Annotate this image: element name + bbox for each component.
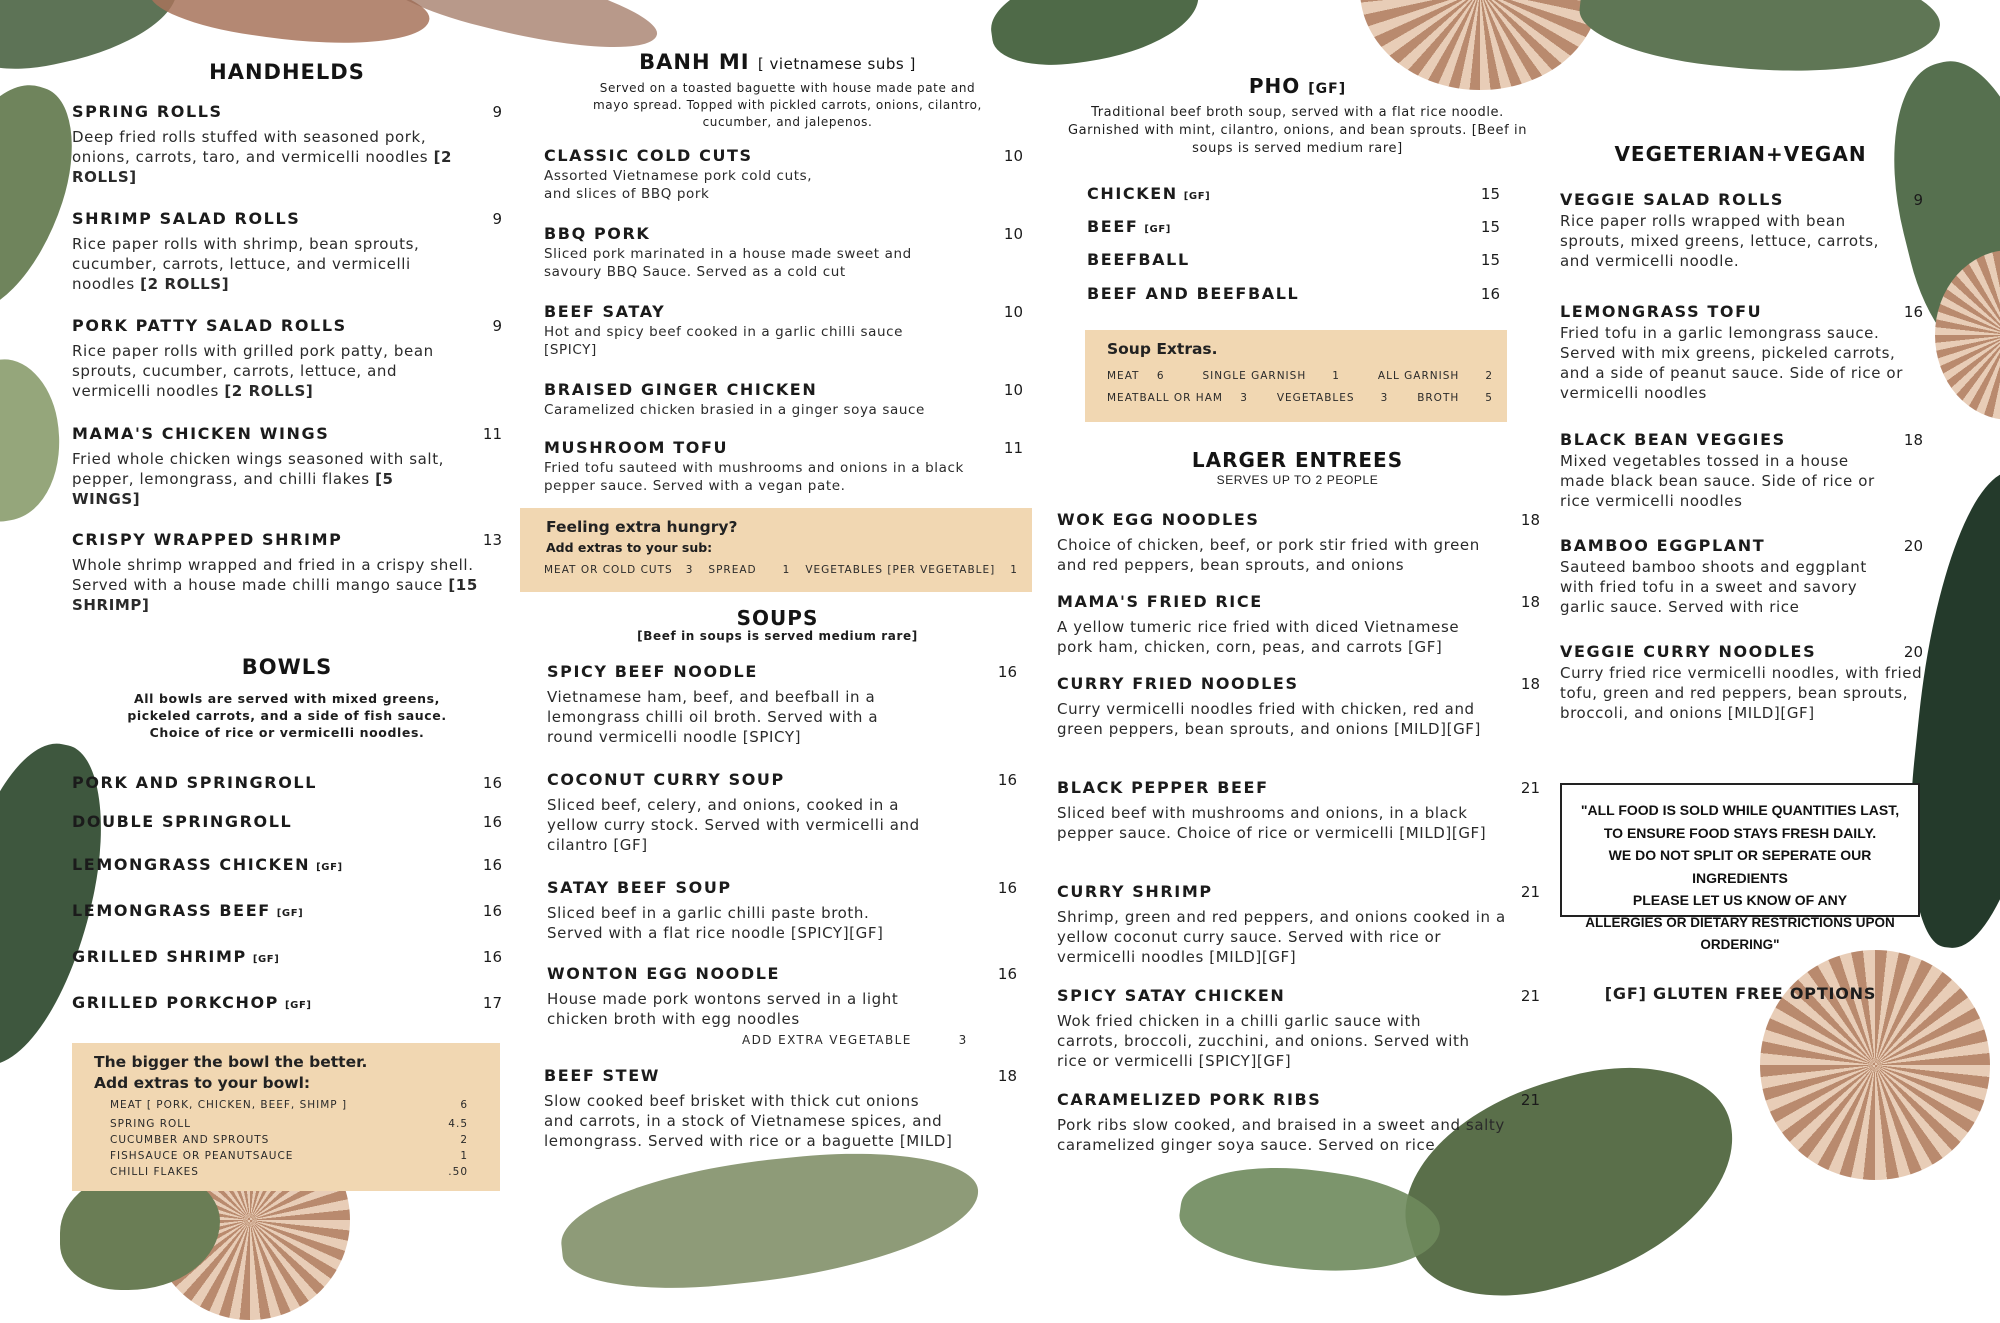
item-price: 16 (997, 879, 1017, 897)
item-description: Rice paper rolls wrapped with bean sprouts, mixed greens, lettuce, carrots, and vermicelli noodle. (1560, 212, 1879, 270)
section-title-larger-entrees: LARGER ENTREES (1191, 448, 1404, 472)
section-title-vegetarian: VEGETERIAN+VEGAN (1614, 142, 1867, 166)
menu-item (547, 878, 1017, 943)
banh-mi-subtitle: Served on a toasted baguette with house made pate and mayo spread. Topped with pickled carrots, onions, cilantro, cucumber, and jalepenos. (593, 81, 982, 129)
item-price: 18 (997, 1067, 1017, 1085)
section-title-soups: SOUPS (736, 606, 819, 630)
item-description: Sauteed bamboo shoots and eggplant with fried tofu in a sweet and savory garlic sauce. Served with rice (1560, 558, 1867, 616)
bowl-item (72, 947, 502, 966)
item-description: Assorted Vietnamese pork cold cuts, and slices of BBQ pork (544, 168, 813, 202)
menu-item (1057, 778, 1540, 843)
item-description: Shrimp, green and red peppers, and onions cooked in a yellow coconut curry sauce. Served with rice or vermicelli noodles [MILD][GF] (1057, 908, 1506, 966)
item-tag: [GF] (276, 908, 304, 919)
item-description: Fried whole chicken wings seasoned with salt, pepper, lemongrass, and chilli flakes [5 WINGS] (72, 450, 445, 508)
item-price: 16 (997, 771, 1017, 789)
menu-item (1560, 536, 1923, 617)
leaf-decoration-top-right (1575, 0, 1945, 89)
menu-item (72, 209, 502, 294)
menu-item (544, 380, 1023, 419)
item-description: House made pork wontons served in a light chicken broth with egg noodles (547, 990, 899, 1028)
menu-item (1057, 592, 1540, 657)
bowl-item (72, 773, 502, 792)
item-name: DOUBLE SPRINGROLL (72, 812, 293, 831)
item-name: CHICKEN (1087, 184, 1178, 203)
item-name: LEMONGRASS CHICKEN (72, 855, 311, 874)
item-price: 10 (1003, 147, 1023, 165)
item-price: 9 (492, 103, 502, 121)
item-price: 16 (482, 774, 502, 792)
menu-item (1057, 986, 1540, 1071)
leaf-decoration-top-left-2 (146, 0, 433, 59)
item-name: GRILLED PORKCHOP (72, 993, 279, 1012)
item-tag: [GF] (252, 954, 280, 965)
item-name: CLASSIC COLD CUTS (544, 146, 753, 165)
menu-item (1560, 190, 1923, 271)
item-name: COCONUT CURRY SOUP (547, 770, 785, 789)
bowl-item (72, 901, 502, 920)
item-price: 16 (1903, 303, 1923, 321)
item-description: Curry vermicelli noodles fried with chicken, red and green peppers, bean sprouts, and onions [MILD][GF] (1057, 700, 1481, 738)
item-price: 21 (1520, 779, 1540, 797)
item-price: 16 (997, 965, 1017, 983)
menu-item (72, 530, 502, 615)
item-tag: [GF] (316, 862, 343, 873)
item-description: Sliced beef in a garlic chilli paste broth. Served with a flat rice noodle [SPICY][GF] (547, 904, 884, 942)
item-name: BBQ PORK (544, 224, 651, 243)
item-name: BEEF SATAY (544, 302, 666, 321)
item-description: Hot and spicy beef cooked in a garlic chilli sauce [SPICY] (544, 324, 904, 358)
item-name: BEEF AND BEEFBALL (1087, 284, 1300, 303)
section-title-banh-mi: BANH MI [ vietnamese subs ] (639, 50, 916, 74)
item-price: 20 (1903, 537, 1923, 555)
menu-item (72, 316, 502, 401)
item-price: 10 (1003, 303, 1023, 321)
bowl-extras-subtitle: Add extras to your bowl: (94, 1074, 311, 1092)
notice-line: TO ENSURE FOOD STAYS FRESH DAILY. (1603, 824, 1877, 841)
bowls-subtitle: All bowls are served with mixed greens, pickeled carrots, and a side of fish sauce. Choice of rice or vermicelli noodles. (127, 691, 447, 740)
item-price: 9 (1913, 191, 1923, 209)
menu-item (1057, 510, 1540, 575)
section-title-bowls: BOWLS (241, 655, 333, 679)
menu-item (1560, 642, 1923, 723)
item-description: Sliced beef, celery, and onions, cooked in a yellow curry stock. Served with vermicelli and cilantro [GF] (547, 796, 920, 854)
item-price: 20 (1903, 643, 1923, 661)
column-banhmi-soups (520, 50, 1035, 1190)
menu-item (72, 102, 502, 187)
item-price: 18 (1520, 511, 1540, 529)
soup-extras-title: Soup Extras. (1107, 340, 1218, 358)
item-name: CRISPY WRAPPED SHRIMP (72, 530, 343, 549)
item-description: Fried tofu sauteed with mushrooms and onions in a black pepper sauce. Served with a vegan pate. (544, 460, 964, 494)
item-name: SATAY BEEF SOUP (547, 878, 732, 897)
column-handhelds-bowls (72, 60, 502, 1190)
menu-item (544, 224, 1023, 281)
item-price: 16 (482, 856, 502, 874)
item-description: Sliced pork marinated in a house made sweet and savoury BBQ Sauce. Served as a cold cut (544, 246, 912, 280)
sub-extras-box (520, 508, 1032, 592)
item-description: Sliced beef with mushrooms and onions, in a black pepper sauce. Choice of rice or vermicelli [MILD][GF] (1057, 804, 1487, 842)
item-price: 21 (1520, 883, 1540, 901)
extras-row: SPRING ROLL 4.5 (110, 1118, 468, 1130)
extras-row: MEAT [ PORK, CHICKEN, BEEF, SHIMP ] 6 (110, 1099, 468, 1111)
section-title-pho: PHO [GF] (1248, 74, 1347, 98)
item-name: SHRIMP SALAD ROLLS (72, 209, 301, 228)
item-description: Curry fried rice vermicelli noodles, with fried tofu, green and red peppers, bean sprouts, broccoli, and onions [MILD][GF] (1560, 664, 1923, 722)
menu-item (1057, 674, 1540, 739)
item-name: BEEF (1087, 217, 1139, 236)
extras-row: MEAT 6 SINGLE GARNISH 1 ALL GARNISH 2 (1107, 370, 1493, 382)
item-price: 18 (1903, 431, 1923, 449)
item-description: Fried tofu in a garlic lemongrass sauce. Served with mix greens, pickeled carrots, and a side of peanut sauce. Side of rice or vermicelli noodles (1560, 324, 1903, 402)
pho-subtitle: Traditional beef broth soup, served with a flat rice noodle. Garnished with mint, cilantro, onions, and bean sprouts. [Beef in soups is served medium rare] (1067, 105, 1528, 156)
item-price: 21 (1520, 987, 1540, 1005)
item-price: 16 (997, 663, 1017, 681)
item-name: BEEF STEW (544, 1066, 660, 1085)
menu-item (544, 146, 1023, 203)
bowl-extras-title: The bigger the bowl the better. (94, 1053, 368, 1071)
item-name: WOK EGG NOODLES (1057, 510, 1260, 529)
item-description: Deep fried rolls stuffed with seasoned pork, onions, carrots, taro, and vermicelli noodles [2 ROLLS] (72, 128, 453, 186)
item-name: GRILLED SHRIMP (72, 947, 247, 966)
extras-row: CHILLI FLAKES .50 (110, 1166, 468, 1178)
item-name: BEEFBALL (1087, 250, 1190, 269)
item-price: 10 (1003, 225, 1023, 243)
bowl-item (72, 855, 502, 874)
menu-item (544, 438, 1023, 495)
sub-extras-title: Feeling extra hungry? (546, 518, 738, 536)
item-name: SPICY BEEF NOODLE (547, 662, 758, 681)
item-price: 17 (482, 994, 502, 1012)
item-description: Caramelized chicken brasied in a ginger soya sauce (544, 402, 925, 418)
item-price: 11 (1003, 439, 1023, 457)
item-name: LEMONGRASS TOFU (1560, 302, 1763, 321)
notice-line: PLEASE LET US KNOW OF ANY (1632, 892, 1848, 908)
bowl-item (72, 812, 502, 831)
item-description: Slow cooked beef brisket with thick cut onions and carrots, in a stock of Vietnamese spices, and lemongrass. Served with rice or a baguette [MILD] (544, 1092, 953, 1150)
item-name: VEGGIE CURRY NOODLES (1560, 642, 1817, 661)
item-description: Mixed vegetables tossed in a house made black bean sauce. Side of rice or rice vermicelli noodles (1560, 452, 1875, 510)
gluten-free-note: [GF] GLUTEN FREE OPTIONS (1604, 984, 1877, 1003)
menu-item (547, 770, 1017, 855)
item-price: 18 (1520, 675, 1540, 693)
section-title-handhelds: HANDHELDS (209, 60, 365, 84)
item-description: A yellow tumeric rice fried with diced Vietnamese pork ham, chicken, corn, peas, and carrots [GF] (1057, 618, 1460, 656)
item-name: MUSHROOM TOFU (544, 438, 729, 457)
larger-entrees-subtitle: SERVES UP TO 2 PEOPLE (1216, 473, 1379, 487)
item-name: VEGGIE SALAD ROLLS (1560, 190, 1785, 209)
notice-line: ALLERGIES OR DIETARY RESTRICTIONS UPON ORDERING" (1585, 914, 1895, 952)
menu-item (72, 424, 502, 509)
item-name: PORK AND SPRINGROLL (72, 773, 318, 792)
menu-item (544, 1066, 1017, 1151)
notice-line: "ALL FOOD IS SOLD WHILE QUANTITIES LAST, (1580, 802, 1900, 818)
item-description: Vietnamese ham, beef, and beefball in a lemongrass chilli oil broth. Served with a round vermicelli noodle [SPICY] (547, 688, 879, 746)
leaf-decoration-left-2 (0, 352, 73, 529)
item-name: SPRING ROLLS (72, 102, 223, 121)
item-name: WONTON EGG NOODLE (547, 964, 781, 983)
pho-item (1087, 217, 1500, 236)
item-description: Whole shrimp wrapped and fried in a crispy shell. Served with a house made chilli mango sauce [15 SHRIMP] (72, 556, 478, 614)
pho-item (1087, 250, 1500, 269)
item-price: 16 (482, 948, 502, 966)
item-tag: [GF] (1183, 191, 1211, 202)
item-price: 13 (482, 531, 502, 549)
extras-row: MEAT OR COLD CUTS 3 SPREAD 1 VEGETABLES [PER VEGETABLE] 1 (544, 564, 1018, 576)
item-price: 15 (1480, 218, 1500, 236)
column-vegetarian (1558, 142, 1923, 1022)
item-name: BAMBOO EGGPLANT (1560, 536, 1766, 555)
item-price: 10 (1003, 381, 1023, 399)
item-price: 16 (482, 902, 502, 920)
menu-item (1057, 1090, 1540, 1155)
extras-row: FISHSAUCE OR PEANUTSAUCE 1 (110, 1150, 468, 1162)
extras-row: MEATBALL OR HAM 3 VEGETABLES 3 BROTH 5 (1107, 392, 1493, 404)
item-description: Rice paper rolls with grilled pork patty, bean sprouts, cucumber, carrots, lettuce, and vermicelli noodles [2 ROLLS] (72, 342, 434, 400)
extras-row: CUCUMBER AND SPROUTS 2 (110, 1134, 468, 1146)
item-price: 15 (1480, 251, 1500, 269)
item-price: 11 (482, 425, 502, 443)
item-price: 15 (1480, 185, 1500, 203)
allergy-notice-box (1560, 783, 1920, 952)
item-name: BRAISED GINGER CHICKEN (544, 380, 818, 399)
menu-item (547, 964, 1017, 1047)
item-price: 21 (1520, 1091, 1540, 1109)
item-name: SPICY SATAY CHICKEN (1057, 986, 1286, 1005)
menu-item (1057, 882, 1540, 967)
item-name: BLACK PEPPER BEEF (1057, 778, 1269, 797)
item-tag: [GF] (1144, 224, 1171, 235)
pho-item (1087, 184, 1500, 203)
bowl-item (72, 993, 502, 1012)
item-name: MAMA'S CHICKEN WINGS (72, 424, 330, 443)
soup-extras-box (1085, 330, 1507, 422)
item-description: Rice paper rolls with shrimp, bean sprouts, cucumber, carrots, lettuce, and vermicelli noodles [2 ROLLS] (72, 235, 420, 293)
item-description: Choice of chicken, beef, or pork stir fried with green and red peppers, bean sprouts, and onions (1057, 536, 1480, 574)
item-name: CURRY FRIED NOODLES (1057, 674, 1299, 693)
bowl-extras-box (72, 1043, 500, 1191)
item-price: 16 (482, 813, 502, 831)
notice-line: WE DO NOT SPLIT OR SEPERATE OUR INGREDIENTS (1608, 847, 1872, 886)
item-price: 16 (1480, 285, 1500, 303)
menu-item (1560, 430, 1923, 511)
extra-vegetable-line: ADD EXTRA VEGETABLE 3 (742, 1033, 968, 1047)
item-name: LEMONGRASS BEEF (72, 901, 271, 920)
column-pho-entrees (1055, 74, 1540, 1184)
item-name: BLACK BEAN VEGGIES (1560, 430, 1786, 449)
item-price: 9 (492, 210, 502, 228)
item-description: Pork ribs slow cooked, and braised in a sweet and salty caramelized ginger soya sauce. Served on rice (1057, 1116, 1505, 1154)
menu-item (544, 302, 1023, 359)
item-name: CARAMELIZED PORK RIBS (1057, 1090, 1322, 1109)
item-price: 18 (1520, 593, 1540, 611)
item-name: PORK PATTY SALAD ROLLS (72, 316, 347, 335)
item-name: MAMA'S FRIED RICE (1057, 592, 1263, 611)
pho-item (1087, 284, 1500, 303)
item-price: 9 (492, 317, 502, 335)
sub-extras-subtitle: Add extras to your sub: (546, 540, 713, 555)
menu-item (1560, 302, 1923, 403)
item-description: Wok fried chicken in a chilli garlic sauce with carrots, broccoli, zucchini, and onions. Served with rice or vermicelli [SPICY][GF] (1057, 1012, 1470, 1070)
item-tag: [GF] (284, 1000, 312, 1011)
menu-item (547, 662, 1017, 747)
item-name: CURRY SHRIMP (1057, 882, 1213, 901)
soups-subtitle: [Beef in soups is served medium rare] (637, 629, 918, 643)
